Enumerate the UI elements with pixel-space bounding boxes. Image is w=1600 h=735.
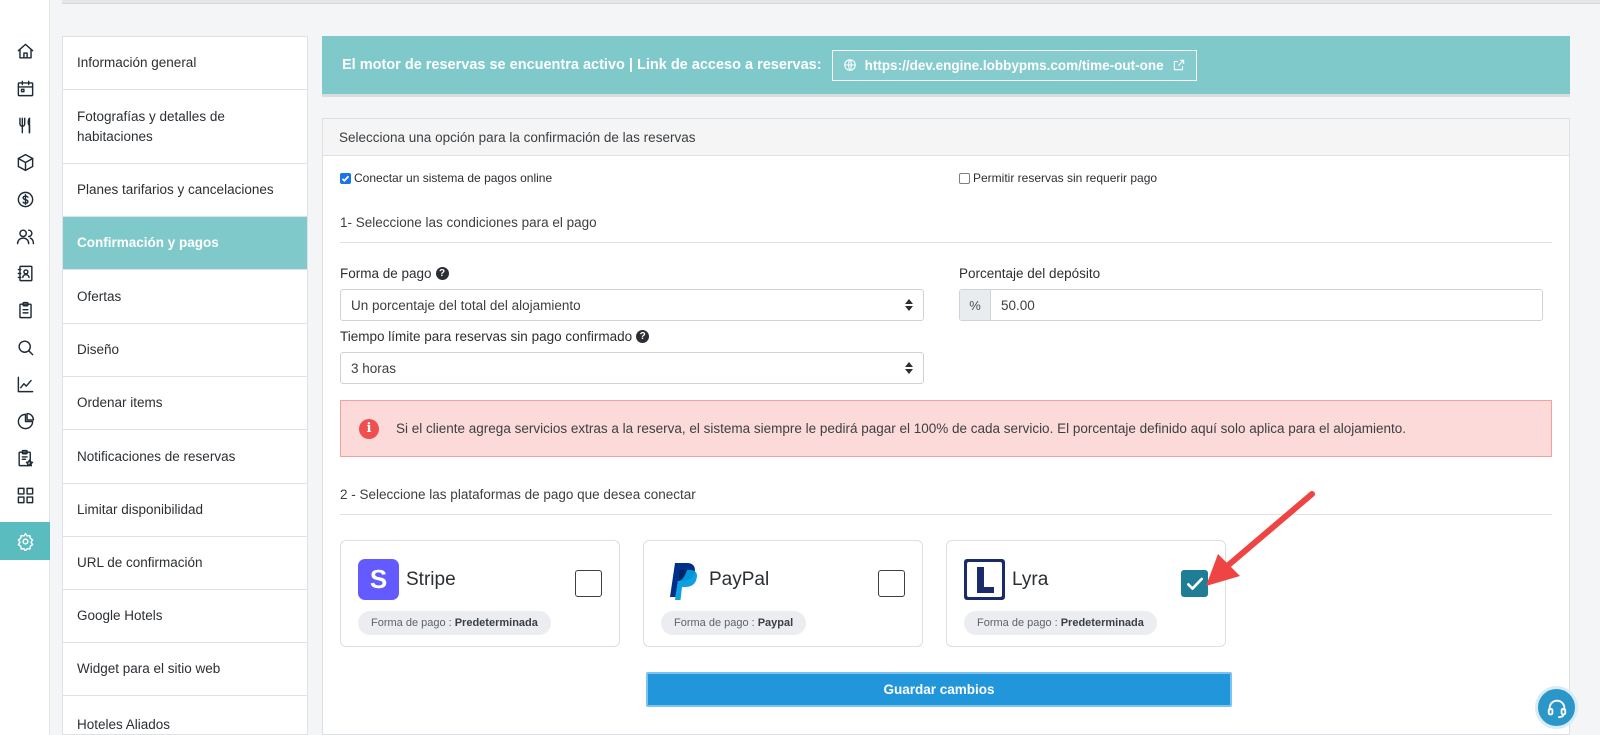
badge-value: Predeterminada <box>454 617 538 629</box>
menu-item-label: Widget para el sitio web <box>77 661 221 677</box>
contacts-book-icon <box>16 264 35 283</box>
rail-contacts[interactable] <box>0 254 50 292</box>
online-payments-option[interactable] <box>340 171 552 185</box>
menu-item-confirmation-url[interactable] <box>63 537 308 590</box>
menu-item-label: Fotografías y detalles de habitaciones <box>77 108 225 144</box>
rail-reports[interactable] <box>0 365 50 403</box>
payment-method-label <box>340 266 449 281</box>
stripe-logo-icon <box>358 559 399 600</box>
paypal-logo-icon <box>661 559 702 600</box>
menu-item-partner-hotels[interactable] <box>63 696 308 735</box>
menu-item-label: Diseño <box>77 342 120 358</box>
section-payment-platforms: 2 - Seleccione las plataformas de pago que desea conectar <box>340 487 1552 515</box>
no-payment-label: Permitir reservas sin requerir pago <box>973 171 1158 185</box>
platform-badge <box>964 611 1157 635</box>
menu-item-limit-availability[interactable] <box>63 484 308 537</box>
rail-apps[interactable] <box>0 476 50 514</box>
menu-item-website-widget[interactable] <box>63 643 308 696</box>
menu-item-room-photos[interactable] <box>63 90 308 164</box>
banner-text: El motor de reservas se encuentra activo | Link de acceso a reservas: <box>342 57 822 73</box>
rail-calendar[interactable] <box>0 69 50 107</box>
settings-icon <box>16 532 35 551</box>
menu-item-label: Google Hotels <box>77 608 163 624</box>
menu-item-label: Información general <box>77 55 197 71</box>
payment-method-value: Un porcentaje del total del alojamiento <box>351 297 581 313</box>
online-payments-label: Conectar un sistema de pagos online <box>354 171 553 185</box>
utensils-icon <box>16 116 35 135</box>
platform-name: Lyra <box>1012 569 1049 590</box>
clipboard-icon <box>16 301 35 320</box>
badge-value: Paypal <box>757 617 794 629</box>
rail-guests[interactable] <box>0 217 50 255</box>
time-limit-select[interactable] <box>340 352 924 384</box>
platform-name: PayPal <box>709 569 770 590</box>
section-payment-conditions: 1- Seleccione las condiciones para el pago <box>340 215 1552 243</box>
menu-item-google-hotels[interactable] <box>63 590 308 643</box>
confirmation-card <box>322 118 1570 735</box>
online-payments-checkbox[interactable] <box>340 173 351 184</box>
users-icon <box>16 227 35 246</box>
platform-card-lyra <box>946 540 1226 647</box>
check-icon <box>1185 574 1205 594</box>
svg-text:S: S <box>369 564 388 594</box>
globe-icon <box>843 58 857 72</box>
question-icon[interactable]: ? <box>636 330 649 343</box>
badge-label: Forma de pago : <box>977 617 1058 629</box>
line-chart-icon <box>16 375 35 394</box>
rail-restaurant[interactable] <box>0 106 50 144</box>
platform-card-stripe <box>340 540 620 647</box>
rail-stats[interactable] <box>0 402 50 440</box>
menu-item-label: Ofertas <box>77 288 122 304</box>
platform-checkbox-lyra[interactable] <box>1181 570 1208 597</box>
time-limit-label <box>340 329 649 344</box>
package-icon <box>16 153 35 172</box>
menu-item-label: Hoteles Aliados <box>77 717 171 732</box>
external-link-icon <box>1172 58 1186 72</box>
booking-engine-link[interactable] <box>832 50 1197 81</box>
search-icon <box>16 338 35 357</box>
platform-card-paypal <box>643 540 923 647</box>
rail-search[interactable] <box>0 328 50 366</box>
menu-item-order-items[interactable] <box>63 377 308 430</box>
top-strip <box>62 0 1600 4</box>
save-changes-button[interactable]: Guardar cambios <box>646 672 1232 707</box>
clipboard-star-icon <box>16 449 35 468</box>
menu-item-confirmation-payments[interactable] <box>63 217 308 270</box>
alert-text: Si el cliente agrega servicios extras a la reserva, el sistema siempre le pedirá pagar el 100% de cada servicio. El porcentaje definido aquí solo aplica para el alojamiento. <box>396 421 1407 436</box>
payment-method-label-text: Forma de pago <box>340 266 432 281</box>
percent-addon: % <box>960 290 991 320</box>
pie-chart-icon <box>16 412 35 431</box>
badge-value: Predeterminada <box>1060 617 1144 629</box>
card-header: Selecciona una opción para la confirmación de las reservas <box>323 119 1569 156</box>
booking-engine-url: https://dev.engine.lobbypms.com/time-out-one <box>864 57 1164 73</box>
select-caret-icon <box>905 361 913 375</box>
no-payment-option[interactable] <box>959 171 1157 185</box>
settings-menu <box>62 36 308 735</box>
booking-engine-banner <box>322 36 1570 97</box>
badge-label: Forma de pago : <box>674 617 755 629</box>
dollar-icon <box>16 190 35 209</box>
menu-item-label: Limitar disponibilidad <box>77 502 204 518</box>
time-limit-label-text: Tiempo límite para reservas sin pago confirmado <box>340 329 633 344</box>
menu-item-label: URL de confirmación <box>77 555 203 571</box>
icon-rail <box>0 0 50 735</box>
badge-label: Forma de pago : <box>371 617 452 629</box>
time-limit-value: 3 horas <box>351 360 397 376</box>
deposit-input[interactable]: 50.00 <box>1001 297 1035 313</box>
deposit-label: Porcentaje del depósito <box>959 266 1101 281</box>
menu-item-general-info[interactable] <box>63 37 308 90</box>
rail-home[interactable] <box>0 32 50 70</box>
platform-badge <box>358 611 551 635</box>
support-chat-button[interactable] <box>1535 686 1578 729</box>
payment-method-select[interactable] <box>340 289 924 321</box>
platform-name: Stripe <box>406 569 456 590</box>
headset-icon <box>1546 697 1568 719</box>
rail-reviews[interactable] <box>0 439 50 477</box>
extras-alert <box>340 400 1552 457</box>
rail-tasks[interactable] <box>0 291 50 329</box>
question-icon[interactable]: ? <box>436 267 449 280</box>
grid-icon <box>16 486 35 505</box>
rail-settings[interactable] <box>0 522 50 560</box>
menu-item-design[interactable] <box>63 324 308 377</box>
menu-item-rate-plans[interactable] <box>63 164 308 217</box>
menu-item-label: Notificaciones de reservas <box>77 448 236 464</box>
platform-checkbox-paypal[interactable] <box>878 570 905 597</box>
calendar-icon <box>16 79 35 98</box>
rail-payments[interactable] <box>0 180 50 218</box>
menu-item-label: Planes tarifarios y cancelaciones <box>77 182 274 198</box>
rail-inventory[interactable] <box>0 143 50 181</box>
platform-checkbox-stripe[interactable] <box>575 570 602 597</box>
home-icon <box>16 42 35 61</box>
info-icon: i <box>359 419 379 439</box>
platform-badge <box>661 611 806 635</box>
menu-item-offers[interactable] <box>63 270 308 324</box>
select-caret-icon <box>905 298 913 312</box>
lyra-logo-icon <box>964 559 1005 600</box>
menu-item-label: Confirmación y pagos <box>77 235 219 251</box>
no-payment-checkbox[interactable] <box>959 173 970 184</box>
check-icon <box>341 174 350 183</box>
deposit-input-group <box>959 289 1543 321</box>
menu-item-label: Ordenar items <box>77 395 163 411</box>
menu-item-notifications[interactable] <box>63 430 308 484</box>
